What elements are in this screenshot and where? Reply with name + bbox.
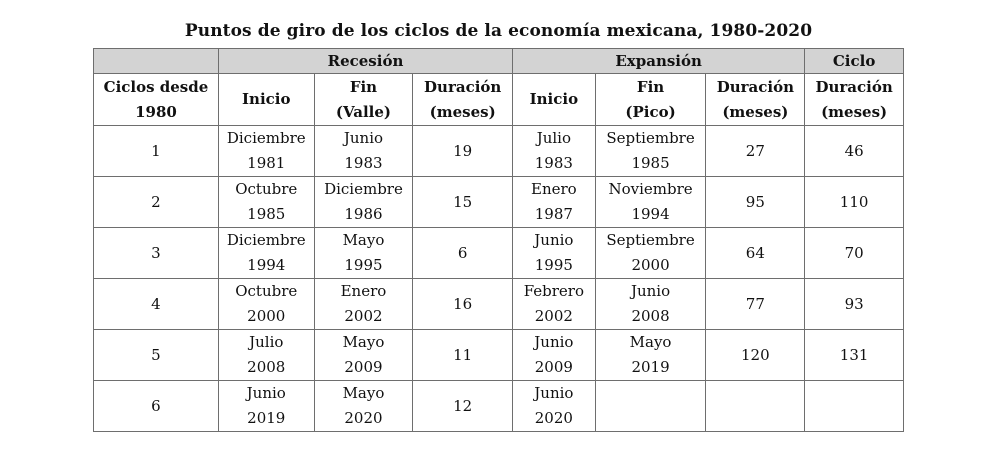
group-header-recession: Recesión (218, 49, 512, 74)
column-header-cycles-line2: 1980 (135, 102, 177, 121)
table-row (94, 381, 904, 432)
column-header-recession-end-line2: (Valle) (335, 102, 392, 121)
cell-year: 2020 (344, 409, 383, 427)
cell-month: Diciembre (226, 129, 306, 147)
cell-year: 1995 (344, 256, 383, 274)
cell-year: 2000 (631, 256, 670, 274)
cell-recession-start (218, 279, 314, 330)
cell-month: Junio (534, 231, 574, 249)
column-header-cycles-line1: Ciclos desde (103, 77, 209, 96)
cell-cycle-duration: 93 (805, 279, 904, 330)
cell-expansion-end (595, 381, 706, 432)
column-header-expansion-end-line1: Fin (636, 77, 665, 96)
table-row (94, 228, 904, 279)
cell-month: Mayo (342, 231, 385, 249)
cell-cycle: 3 (94, 228, 219, 279)
cell-month: Junio (630, 282, 671, 300)
cell-expansion-duration: 77 (706, 279, 805, 330)
column-header-expansion-start: Inicio (513, 74, 596, 126)
column-header-row (94, 74, 904, 126)
cell-month: Junio (534, 333, 574, 351)
cell-year: 1983 (344, 154, 383, 172)
table-row (94, 330, 904, 381)
cell-cycle: 5 (94, 330, 219, 381)
cell-month: Junio (534, 384, 574, 402)
cell-month: Octubre (235, 180, 298, 198)
cell-expansion-end (595, 228, 706, 279)
column-header-recession-end (314, 74, 413, 126)
table-row (94, 279, 904, 330)
table-row (94, 177, 904, 228)
cell-year: 1987 (534, 205, 573, 223)
cell-month: Mayo (342, 384, 385, 402)
cell-recession-duration: 16 (413, 279, 513, 330)
cell-year: 1985 (247, 205, 286, 223)
cell-expansion-end (595, 126, 706, 177)
cell-cycle-duration: 131 (805, 330, 904, 381)
column-header-recession-start: Inicio (218, 74, 314, 126)
cell-recession-end (314, 279, 413, 330)
cell-expansion-start (513, 177, 596, 228)
column-header-cycle-duration-line2: (meses) (821, 102, 888, 121)
cell-month: Julio (536, 129, 572, 147)
cell-month: Septiembre (606, 129, 695, 147)
cell-year: 2008 (631, 307, 670, 325)
column-header-recession-duration (413, 74, 513, 126)
cell-month: Junio (246, 384, 286, 402)
cell-recession-end (314, 330, 413, 381)
cell-year: 2002 (534, 307, 573, 325)
cell-expansion-duration: 95 (706, 177, 805, 228)
cell-cycle: 2 (94, 177, 219, 228)
column-header-recession-duration-line1: Duración (424, 77, 502, 96)
cell-month: Mayo (342, 333, 385, 351)
cell-cycle: 1 (94, 126, 219, 177)
cell-cycle: 6 (94, 381, 219, 432)
cell-recession-end (314, 228, 413, 279)
column-header-expansion-duration-line1: Duración (716, 77, 794, 96)
cell-year: 2008 (247, 358, 286, 376)
cell-year: 1994 (631, 205, 670, 223)
cell-month: Septiembre (606, 231, 695, 249)
cell-year: 1994 (247, 256, 286, 274)
cell-year: 1995 (534, 256, 573, 274)
cell-expansion-duration: 120 (706, 330, 805, 381)
cell-recession-end (314, 177, 413, 228)
cell-expansion-start (513, 126, 596, 177)
cell-expansion-end (595, 279, 706, 330)
cell-expansion-duration: 64 (706, 228, 805, 279)
cell-year: 1983 (534, 154, 573, 172)
cell-year: 2019 (631, 358, 670, 376)
column-header-expansion-end (595, 74, 706, 126)
cell-expansion-start (513, 330, 596, 381)
cell-month: Julio (249, 333, 284, 351)
cell-recession-duration: 15 (413, 177, 513, 228)
table-title: Puntos de giro de los ciclos de la economía mexicana, 1980-2020 (184, 21, 813, 41)
cell-year: 2009 (344, 358, 383, 376)
cell-cycle-duration: 70 (805, 228, 904, 279)
cell-expansion-end (595, 177, 706, 228)
table-row (94, 126, 904, 177)
group-header-cycle: Ciclo (805, 49, 904, 74)
cell-expansion-start (513, 228, 596, 279)
cell-year: 1986 (344, 205, 383, 223)
group-header-blank (94, 49, 219, 74)
cell-recession-duration: 12 (413, 381, 513, 432)
cell-cycle-duration: 110 (805, 177, 904, 228)
cell-month: Mayo (629, 333, 672, 351)
cell-expansion-start (513, 381, 596, 432)
cell-month: Enero (531, 180, 577, 198)
cell-recession-start (218, 330, 314, 381)
column-header-recession-end-line1: Fin (349, 77, 378, 96)
cell-year: 2019 (247, 409, 286, 427)
cell-month: Octubre (235, 282, 298, 300)
group-header-row (94, 49, 904, 74)
cell-recession-end (314, 381, 413, 432)
cell-year: 1981 (247, 154, 286, 172)
column-header-recession-duration-line2: (meses) (429, 102, 496, 121)
cell-recession-start (218, 177, 314, 228)
cell-month: Enero (340, 282, 387, 300)
cell-cycle-duration (805, 381, 904, 432)
business-cycles-table (93, 48, 904, 432)
column-header-expansion-end-line2: (Pico) (625, 102, 676, 121)
cell-recession-start (218, 381, 314, 432)
group-header-expansion: Expansión (513, 49, 805, 74)
cell-month: Junio (343, 129, 384, 147)
cell-year: 2000 (247, 307, 286, 325)
cell-year: 1985 (631, 154, 670, 172)
cell-expansion-duration: 27 (706, 126, 805, 177)
column-header-cycle-duration-line1: Duración (815, 77, 893, 96)
cell-month: Diciembre (324, 180, 403, 198)
column-header-cycles (94, 74, 219, 126)
cell-year: 2020 (534, 409, 573, 427)
cell-recession-duration: 11 (413, 330, 513, 381)
cell-month: Noviembre (608, 180, 693, 198)
cell-cycle: 4 (94, 279, 219, 330)
cell-recession-duration: 6 (413, 228, 513, 279)
column-header-expansion-duration-line2: (meses) (722, 102, 789, 121)
cell-recession-duration: 19 (413, 126, 513, 177)
cell-expansion-start (513, 279, 596, 330)
cell-month: Diciembre (226, 231, 306, 249)
cell-month: Febrero (523, 282, 585, 300)
cell-recession-start (218, 228, 314, 279)
column-header-expansion-duration (706, 74, 805, 126)
cell-year: 2002 (344, 307, 383, 325)
cell-cycle-duration: 46 (805, 126, 904, 177)
cell-expansion-end (595, 330, 706, 381)
cell-year: 2009 (534, 358, 573, 376)
cell-recession-start (218, 126, 314, 177)
cell-recession-end (314, 126, 413, 177)
column-header-cycle-duration (805, 74, 904, 126)
cell-expansion-duration (706, 381, 805, 432)
